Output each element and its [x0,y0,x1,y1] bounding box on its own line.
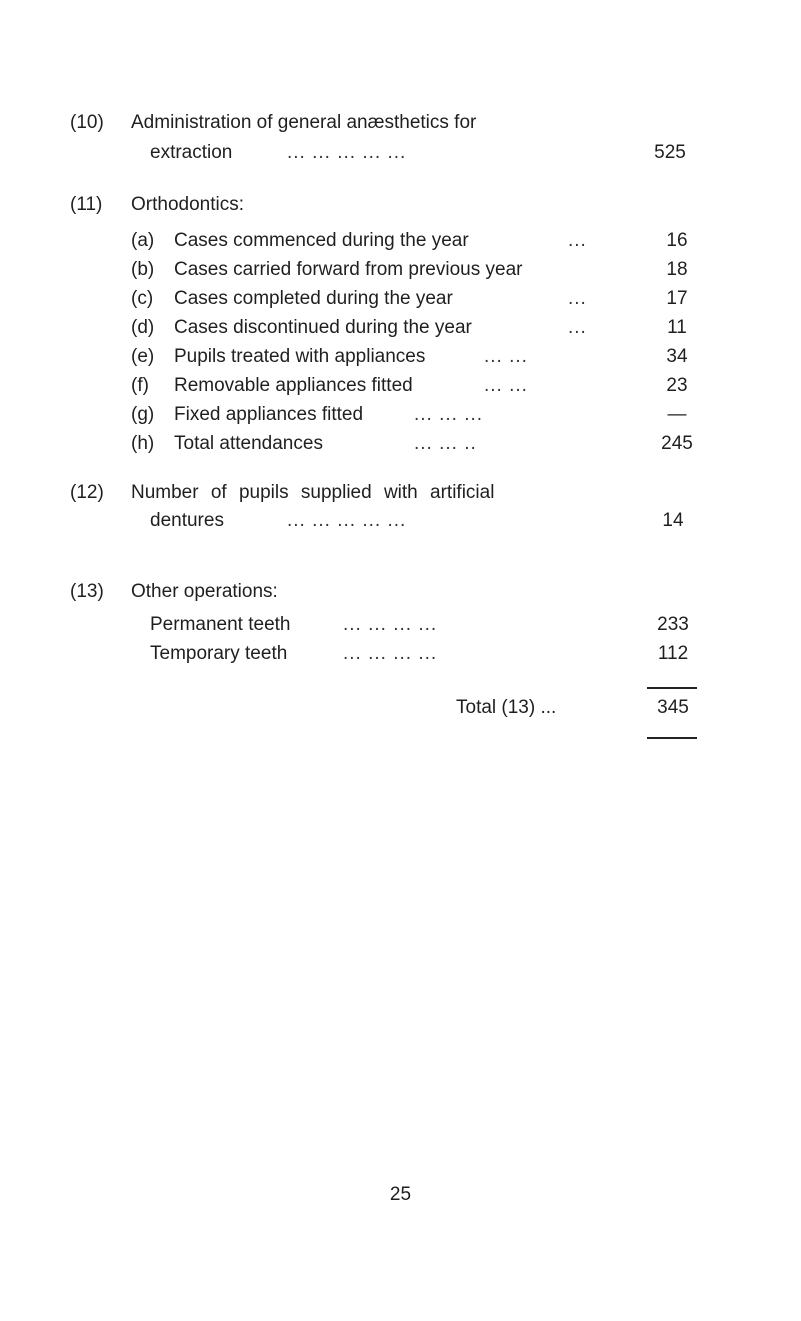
total-rule-top [647,687,697,689]
value: 17 [666,288,688,309]
value: — [667,404,687,425]
section-number: (10) [70,112,104,133]
item-label: Fixed appliances fitted [174,404,364,425]
value: 233 [657,614,689,635]
leader-dots: ... ... [484,346,528,367]
leader-dots: ... [568,317,587,338]
item-letter: (a) [131,230,155,251]
leader-dots: ... ... ... ... [343,614,438,635]
leader-dots: ... ... ... ... [343,643,438,664]
leader-dots: ... ... [484,375,528,396]
total-label: Total (13) ... [456,697,557,718]
value: 11 [667,317,687,338]
item-letter: (d) [131,317,155,338]
section-heading: Orthodontics: [131,194,244,215]
value: 525 [654,142,686,163]
item-label: Pupils treated with appliances [174,346,426,367]
item-label: Cases discontinued during the year [174,317,472,338]
total-rule-bottom [647,737,697,739]
section-number: (11) [70,194,103,215]
section-label-line-2: extraction [150,142,233,163]
item-letter: (e) [131,346,155,367]
item-label: Permanent teeth [150,614,291,635]
value: 14 [662,510,684,531]
leader-dots: ... ... ... ... ... [287,510,407,531]
item-letter: (b) [131,259,155,280]
section-heading: Other operations: [131,581,278,602]
leader-dots: ... ... ... [414,404,484,425]
section-label-line-1: Administration of general anæsthetics for [131,112,477,133]
item-letter: (f) [131,375,149,396]
item-label: Removable appliances fitted [174,375,413,396]
item-letter: (h) [131,433,155,454]
item-letter: (g) [131,404,155,425]
leader-dots: ... ... .. [414,433,477,454]
item-label: Total attendances [174,433,323,454]
total-value: 345 [657,697,689,718]
value: 112 [657,643,689,664]
item-letter: (c) [131,288,154,309]
section-number: (12) [70,482,104,503]
page-number: 25 [389,1184,412,1205]
section-number: (13) [70,581,104,602]
leader-dots: ... [568,230,587,251]
section-label-line-1: Number of pupils supplied with artificial [131,482,495,503]
value: 16 [666,230,688,251]
value: 23 [666,375,688,396]
value: 245 [661,433,693,454]
leader-dots: ... [568,288,587,309]
value: 18 [666,259,688,280]
item-label: Cases completed during the year [174,288,453,309]
item-label: Cases commenced during the year [174,230,469,251]
value: 34 [666,346,688,367]
section-label-line-2: dentures [150,510,224,531]
item-label: Temporary teeth [150,643,288,664]
leader-dots: ... ... ... ... ... [287,142,407,163]
item-label: Cases carried forward from previous year [174,259,523,280]
